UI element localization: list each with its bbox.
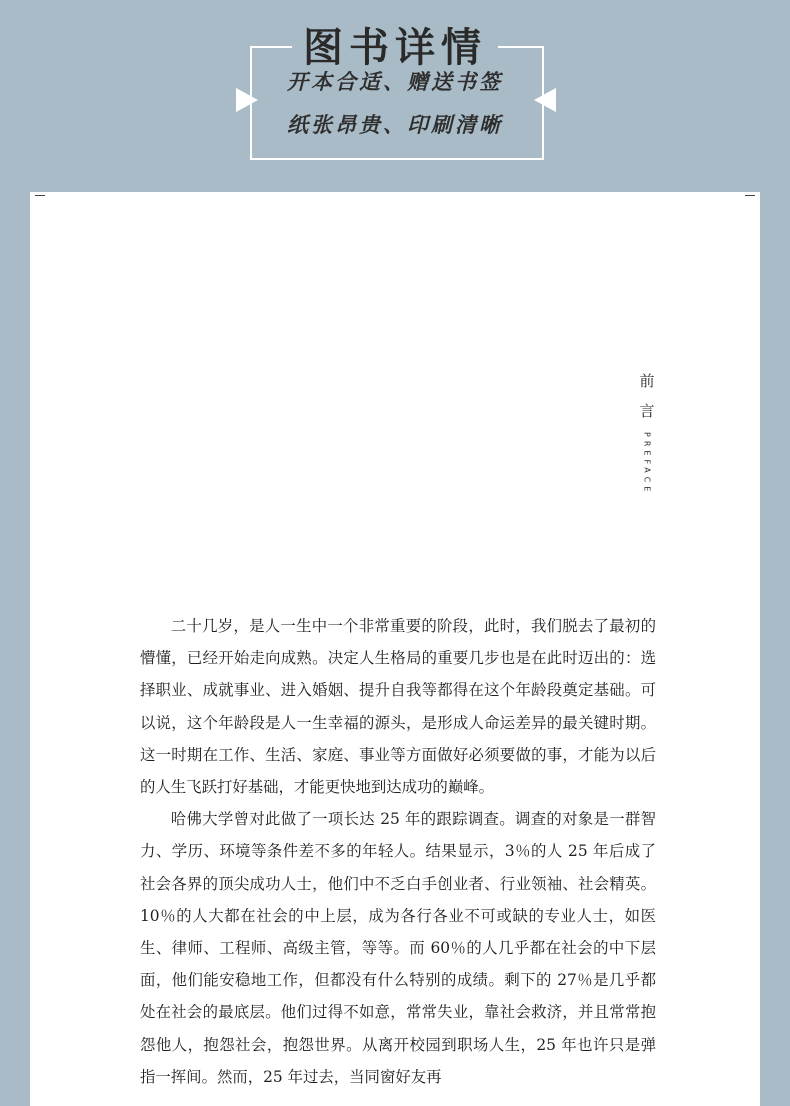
preface-heading-char: 前 bbox=[639, 372, 655, 390]
paragraph: 二十几岁，是人一生中一个非常重要的阶段，此时，我们脱去了最初的懵懂，已经开始走向成熟。决定人生格局的重要几步也是在此时迈出的：选择职业、成就事业、进入婚姻、提升自我等都得在这个年龄段奠定基础。可以说，这个年龄段是人一生幸福的源头，是形成人命运差异的最关键时期。这一时期在工作、生活、家庭、事业等方面做好必须要做的事，才能为以后的人生飞跃打好基础，才能更快地到达成功的巅峰。 bbox=[140, 617, 656, 797]
paragraph: 哈佛大学曾对此做了一项长达 25 年的跟踪调查。调查的对象是一群智力、学历、环境等条件差不多的年轻人。结果显示，3％的人 25 年后成了社会各界的顶尖成功人士，他们中不乏白手创业者、行业领袖、社会精英。10％的人大都在社会的中上层，成为各行各业不可或缺的专业人士，如医生、律师、工程师、高级主管，等等。而 60％的人几乎都在社会的中下层面，他们能安稳地工作，但都没有什么特别的成绩。剩下的 27％是几乎都处在社会的最底层。他们过得不如意，常常失业，靠社会救济，并且常常抱怨他人，抱怨社会，抱怨世界。从离开校园到职场人生，25 年也许只是弹指一挥间。然而，25 年过去，当同窗好友再 bbox=[140, 810, 656, 1086]
crop-mark bbox=[35, 195, 45, 196]
preface-heading-english: PREFACE bbox=[642, 432, 652, 496]
preface-body bbox=[140, 610, 656, 1093]
banner-title: 图书详情 bbox=[303, 25, 487, 71]
arrow-right-icon bbox=[236, 88, 258, 112]
preface-heading bbox=[637, 366, 657, 495]
banner-feature-line-2: 纸张昂贵、印刷清晰 bbox=[287, 113, 503, 137]
banner-feature-line-1: 开本合适、赠送书签 bbox=[287, 70, 503, 94]
header-banner bbox=[0, 0, 790, 190]
preface-heading-char: 言 bbox=[639, 402, 655, 420]
crop-mark bbox=[745, 195, 755, 196]
book-page bbox=[30, 192, 760, 1106]
arrow-left-icon bbox=[534, 88, 556, 112]
